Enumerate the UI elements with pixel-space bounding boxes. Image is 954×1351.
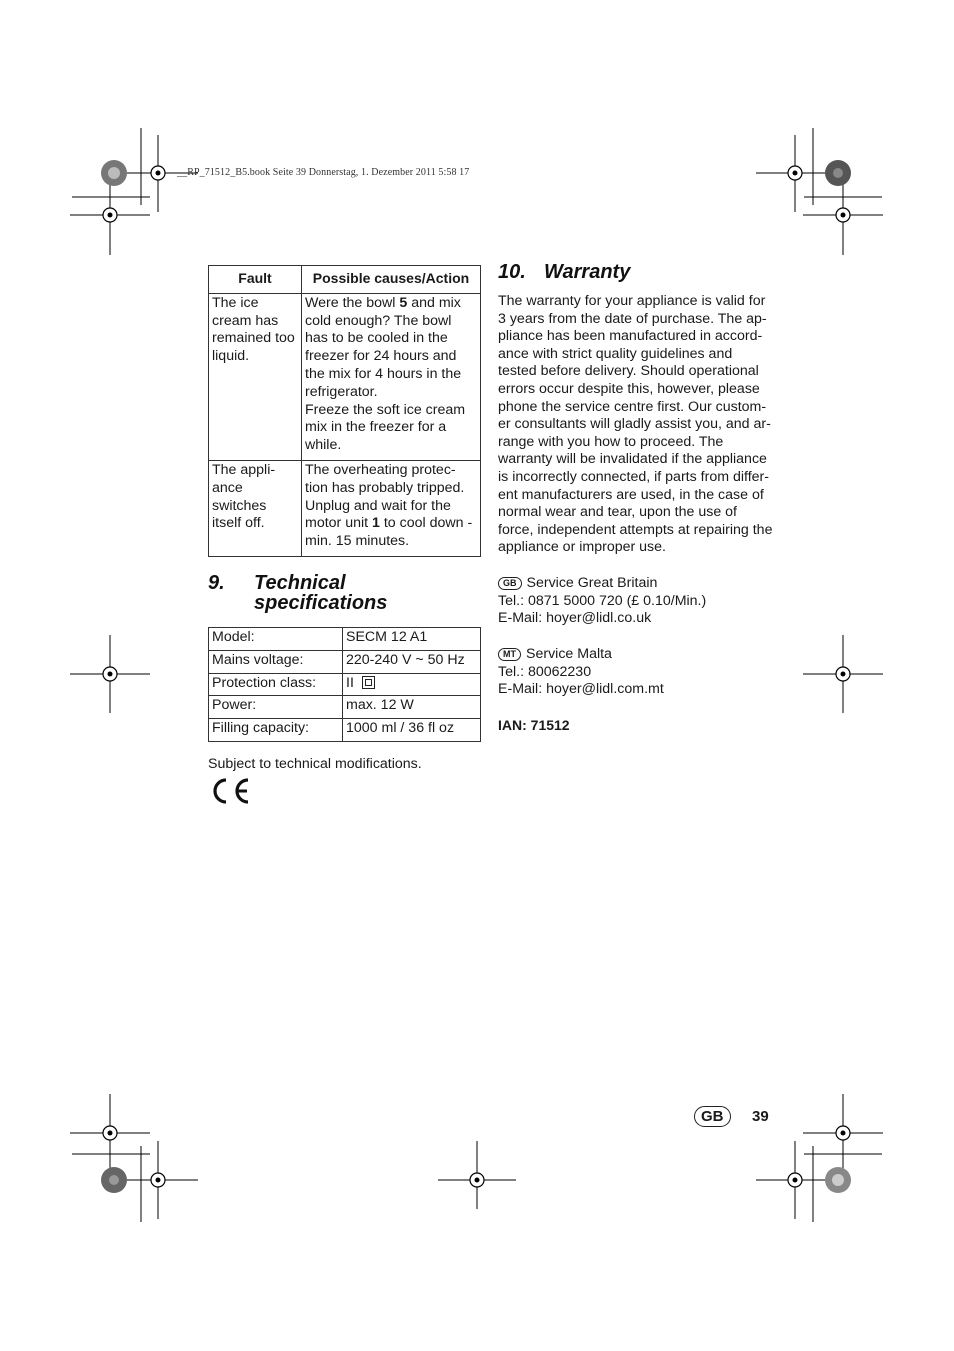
action-cell: The overheating protec-tion has probably tripped. Unplug and wait for the motor unit 1 to cool down - min. 15 minutes. [302, 460, 481, 556]
country-badge: GB [498, 577, 522, 590]
section-9-heading: 9. Technical specifications [208, 572, 388, 614]
service-gb-block [498, 575, 706, 628]
spec-value: SECM 12 A1 [343, 628, 481, 651]
table-header-row [209, 266, 481, 294]
table-row [209, 673, 481, 696]
fault-cell: The appli-ance switches itself off. [209, 460, 302, 556]
service-name: Service Great Britain [526, 575, 658, 591]
language-badge: GB [694, 1106, 731, 1127]
warranty-paragraph: The warranty for your appliance is valid for 3 years from the date of purchase. The ap-pliance has been manufactured in accord-ance with strict quality guidelines and tested before delivery. Should operational errors occur despite this, however, please phone the service centre first. Our custom-er consultants will gladly assist you, and ar-range with you how to proceed. The warranty will be invalidated if the appliance is incorrectly connected, if parts from differ-ent manufacturers are used, in the case of normal wear and tear, upon the use of force, independent attempts at repairing the appliance or improper use. [498, 293, 773, 556]
spec-table [208, 627, 481, 742]
column-header-fault: Fault [209, 266, 302, 294]
table-row [209, 719, 481, 742]
spec-value: 220-240 V ~ 50 Hz [343, 650, 481, 673]
service-email: E-Mail: hoyer@lidl.co.uk [498, 610, 652, 627]
spec-value: max. 12 W [343, 696, 481, 719]
spec-value: II [343, 673, 481, 696]
service-name: Service Malta [526, 646, 612, 662]
fault-table [208, 265, 481, 557]
fault-cell: The ice cream has remained too liquid. [209, 293, 302, 460]
spec-value: 1000 ml / 36 fl oz [343, 719, 481, 742]
table-row [209, 650, 481, 673]
spec-label: Protection class: [209, 673, 343, 696]
spec-label: Filling capacity: [209, 719, 343, 742]
service-email: E-Mail: hoyer@lidl.com.mt [498, 681, 664, 698]
ian-number: IAN: 71512 [498, 717, 570, 733]
column-header-causes: Possible causes/Action [302, 266, 481, 294]
spec-label: Mains voltage: [209, 650, 343, 673]
service-mt-block [498, 646, 664, 699]
country-badge: MT [498, 648, 521, 661]
section-10-heading: 10. Warranty [498, 261, 631, 283]
table-row [209, 696, 481, 719]
action-cell: Were the bowl 5 and mix cold enough? The bowl has to be cooled in the freezer for 24 hours and the mix for 4 hours in the refrigerator. Freeze the soft ice cream mix in the freezer for a while. [302, 293, 481, 460]
spec-label: Power: [209, 696, 343, 719]
page-number: 39 [752, 1108, 769, 1125]
ce-mark-icon [208, 775, 252, 807]
service-tel: Tel.: 0871 5000 720 (£ 0.10/Min.) [498, 592, 707, 609]
modification-note: Subject to technical modifications. [208, 756, 422, 772]
protection-class-ii-icon [362, 676, 375, 689]
table-row [209, 628, 481, 651]
table-row [209, 293, 481, 460]
table-row [209, 460, 481, 556]
book-header-line: __RP_71512_B5.book Seite 39 Donnerstag, 1. Dezember 2011 5:58 17 [177, 167, 470, 178]
service-tel: Tel.: 80062230 [498, 663, 592, 680]
spec-label: Model: [209, 628, 343, 651]
